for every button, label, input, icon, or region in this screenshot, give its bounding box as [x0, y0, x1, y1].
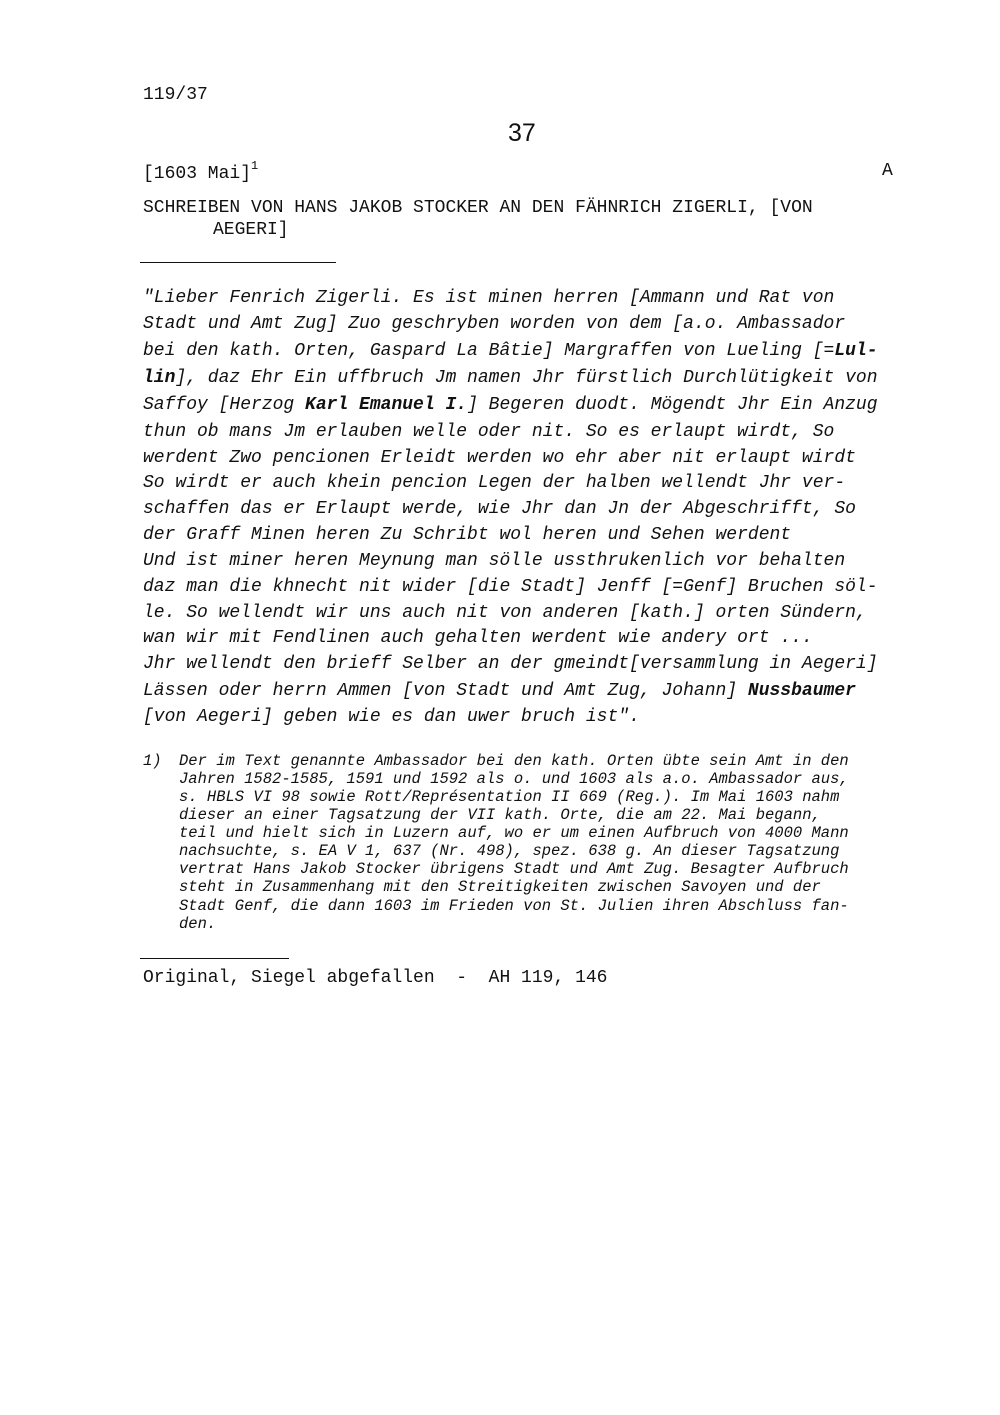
body-line-16-bold: Nussbaumer [747, 681, 856, 701]
body-line-17: [von Aegeri] geben wie es dan uwer bruch ist". [143, 707, 640, 727]
body-line-9: schaffen das er Erlaupt werde, wie Jhr dan Jn der Abgeschrifft, So [143, 499, 856, 519]
footnote-line-3: s. HBLS VI 98 sowie Rott/Représentation II 669 (Reg.). Im Mai 1603 nahm [179, 788, 840, 806]
body-line-5-text-a: Saffoy [Herzog [143, 395, 306, 415]
body-line-7: werdent Zwo pencionen Erleidt werden wo ehr aber nit erlaupt wirdt [143, 448, 856, 468]
body-line-6: thun ob mans Jm erlauben welle oder nit. So es erlaupt wirdt, So [143, 422, 835, 442]
date-footnote-ref: 1 [251, 159, 259, 173]
body-line-10: der Graff Minen heren Zu Schribt wol heren und Sehen werdent [143, 525, 792, 545]
footnote-line-5: teil und hielt sich in Luzern auf, wo er um einen Aufbruch von 4000 Mann [179, 824, 849, 842]
body-line-15: Jhr wellendt den brieff Selber an der gmeindt[versammlung in Aegeri] [143, 654, 878, 674]
document-title-line-1: SCHREIBEN VON HANS JAKOB STOCKER AN DEN FÄHNRICH ZIGERLI, [VON [143, 198, 813, 218]
footnote-line-7: vertrat Hans Jakob Stocker übrigens Stadt und Amt Zug. Besagter Aufbruch [179, 860, 849, 878]
body-line-5-bold: Karl Emanuel I. [305, 395, 468, 415]
page-reference: 119/37 [143, 85, 208, 105]
body-line-16 [143, 681, 856, 701]
body-line-14: wan wir mit Fendlinen auch gehalten werdent wie andery ort ... [143, 628, 813, 648]
footnote-line-6: nachsuchte, s. EA V 1, 637 (Nr. 498), spez. 638 g. An dieser Tagsatzung [179, 842, 840, 860]
body-line-3-bold: Lul- [834, 341, 878, 361]
source-divider [140, 958, 289, 959]
source-note: Original, Siegel abgefallen - AH 119, 146 [143, 968, 608, 988]
title-divider [140, 262, 336, 263]
document-number: 37 [508, 119, 536, 147]
date-text: [1603 Mai] [143, 164, 252, 184]
document-date [143, 161, 258, 184]
body-line-3-text: bei den kath. Orten, Gaspard La Bâtie] Margraffen von Lueling [= [143, 341, 835, 361]
body-line-4 [143, 368, 878, 388]
footnote-line-2: Jahren 1582-1585, 1591 und 1592 als o. und 1603 als a.o. Ambassador aus, [179, 770, 849, 788]
body-line-2: Stadt und Amt Zug] Zuo geschryben worden von dem [a.o. Ambassador [143, 314, 846, 334]
footnote-marker: 1) [143, 752, 162, 770]
footnote-line-4: dieser an einer Tagsatzung der VII kath. Orte, die am 22. Mai begann, [179, 806, 821, 824]
body-line-3 [143, 341, 878, 361]
body-line-16-text: Lässen oder herrn Ammen [von Stadt und Amt Zug, Johann] [143, 681, 748, 701]
footnote-line-10: den. [179, 915, 217, 933]
body-line-1: "Lieber Fenrich Zigerli. Es ist minen herren [Ammann und Rat von [143, 288, 835, 308]
body-line-4-bold: lin [143, 368, 176, 388]
footnote-line-8: steht in Zusammenhang mit den Streitigkeiten zwischen Savoyen und der [179, 878, 821, 896]
body-line-12: daz man die khnecht nit wider [die Stadt] Jenff [=Genf] Bruchen söl- [143, 577, 878, 597]
body-line-13: le. So wellendt wir uns auch nit von anderen [kath.] orten Sündern, [143, 603, 867, 623]
footnote-line-1: Der im Text genannte Ambassador bei den kath. Orten übte sein Amt in den [179, 752, 849, 770]
document-title-line-2: AEGERI] [213, 220, 289, 240]
body-line-5-text-b: ] Begeren duodt. Mögendt Jhr Ein Anzug [467, 395, 878, 415]
body-line-11: Und ist miner heren Meynung man sölle ussthrukenlich vor behalten [143, 551, 846, 571]
body-line-8: So wirdt er auch khein pencion Legen der halben wellendt Jhr ver- [143, 473, 846, 493]
document-category: A [882, 161, 893, 181]
body-line-5 [143, 395, 878, 415]
body-line-4-text: ], daz Ehr Ein uffbruch Jm namen Jhr fürstlich Durchlütigkeit von [175, 368, 878, 388]
footnote-line-9: Stadt Genf, die dann 1603 im Frieden von St. Julien ihren Abschluss fan- [179, 897, 849, 915]
